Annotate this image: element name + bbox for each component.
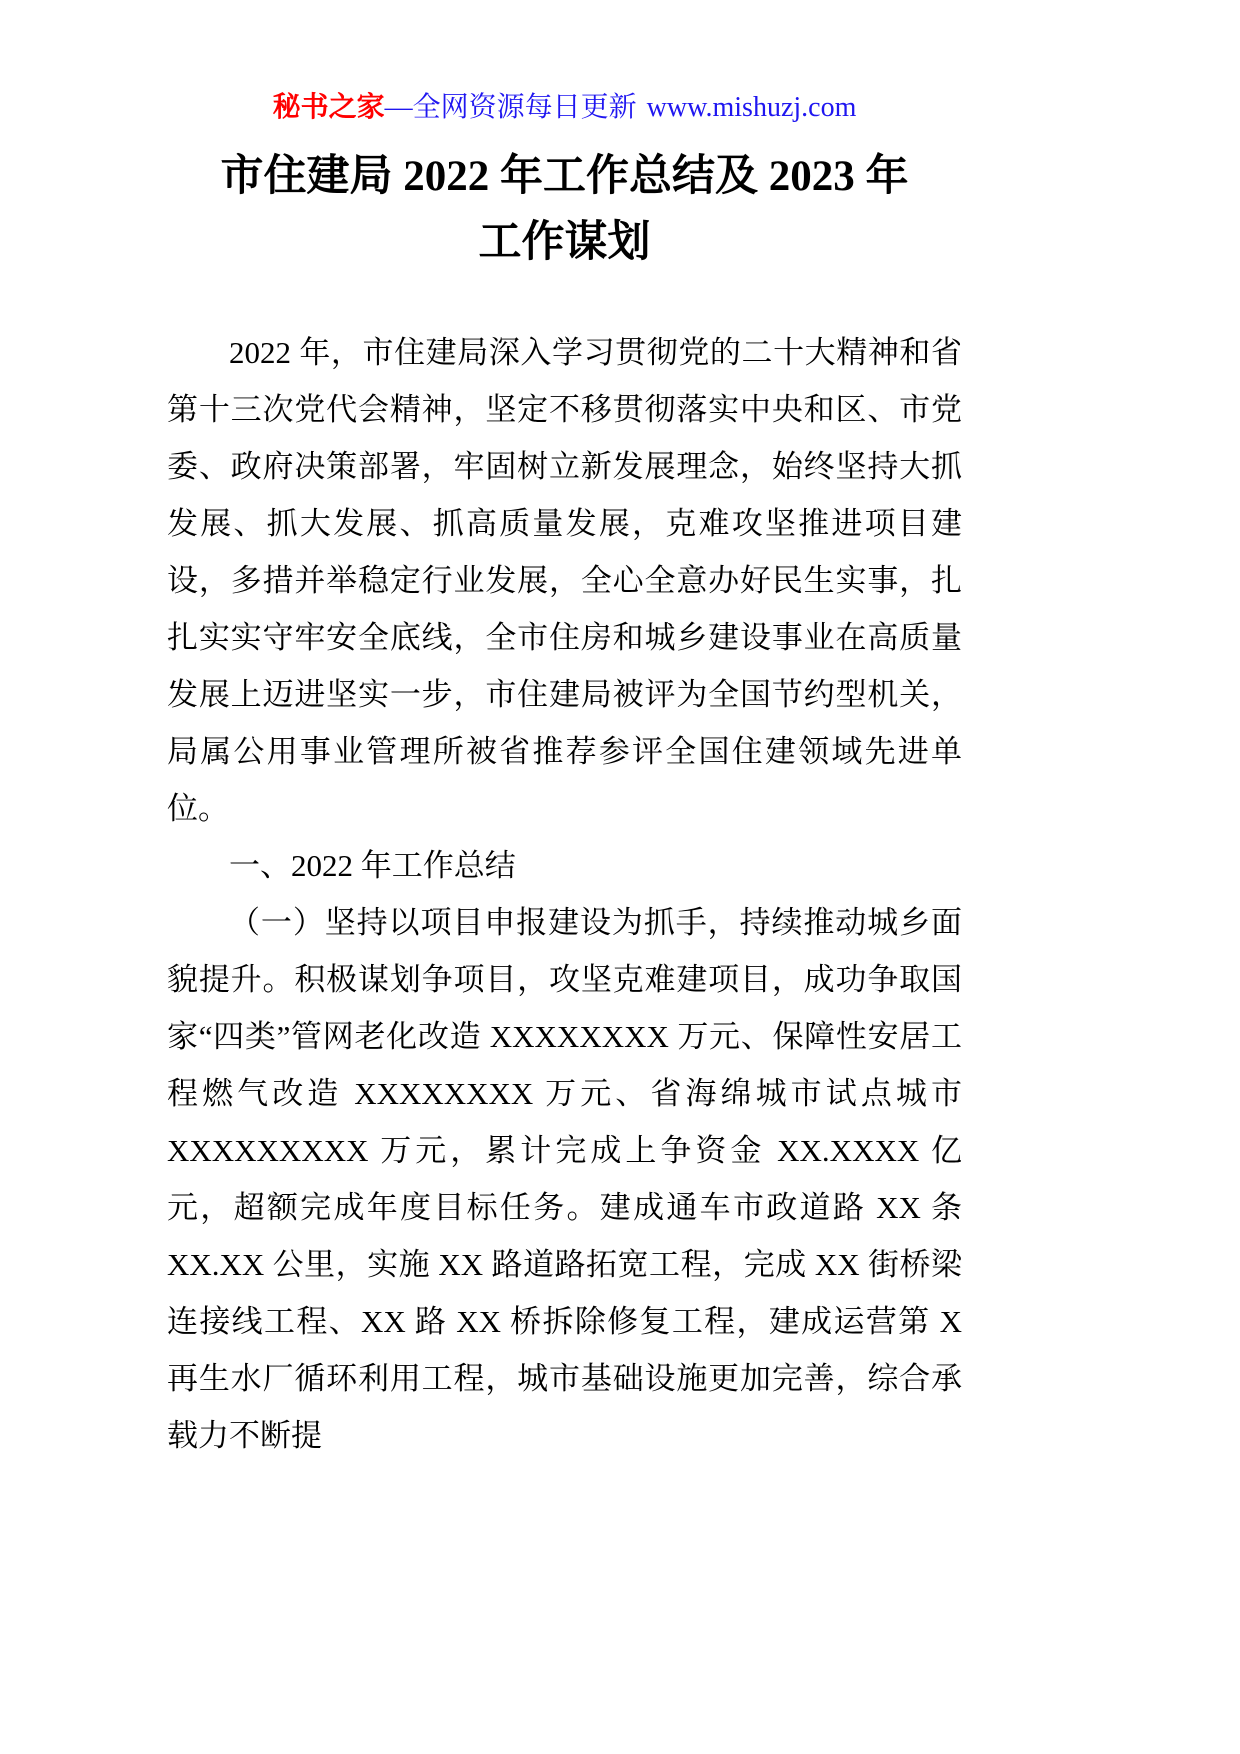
paragraph-section-1-item-1: （一）坚持以项目申报建设为抓手，持续推动城乡面貌提升。积极谋划争项目，攻坚克难建项目，成功争取国家“四类”管网老化改造 XXXXXXXX 万元、保障性安居工程燃气改造 XXXXXXXX 万元、省海绵城市试点城市 XXXXXXXXX 万元，累计完成上争资金 XX.XXXX 亿元，超额完成年度目标任务。建成通车市政道路 XX 条 XX.XX 公里，实施 XX 路道路拓宽工程，完成 XX 街桥梁连接线工程、XX 路 XX 桥拆除修复工程，建成运营第 X 再生水厂循环利用工程，城市基础设施更加完善，综合承载力不断提 bbox=[167, 905, 962, 1453]
header-url-link[interactable]: www.mishuzj.com bbox=[646, 92, 857, 123]
title-line-1: 市住建局 2022 年工作总结及 2023 年 bbox=[220, 153, 909, 200]
document-title bbox=[167, 144, 962, 276]
header-tagline: —全网资源每日更新 bbox=[384, 92, 637, 123]
section-heading-2022-summary: 一、2022 年工作总结 bbox=[229, 848, 516, 883]
page-header bbox=[167, 90, 962, 126]
site-name: 秘书之家 bbox=[272, 92, 385, 123]
paragraph-intro: 2022 年，市住建局深入学习贯彻党的二十大精神和省第十三次党代会精神，坚定不移贯彻落实中央和区、市党委、政府决策部署，牢固树立新发展理念，始终坚持大抓发展、抓大发展、抓高质量发展，克难攻坚推进项目建设，多措并举稳定行业发展，全心全意办好民生实事，扎扎实实守牢安全底线，全市住房和城乡建设事业在高质量发展上迈进坚实一步，市住建局被评为全国节约型机关，局属公用事业管理所被省推荐参评全国住建领域先进单位。 bbox=[167, 335, 962, 826]
title-line-2: 工作谋划 bbox=[478, 219, 651, 266]
